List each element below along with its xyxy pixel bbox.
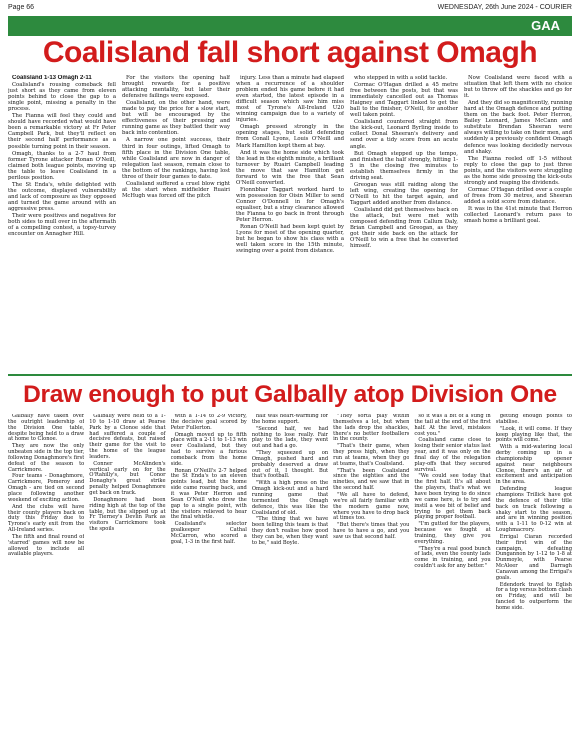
paragraph: Defending league champions Trillick have got the defence of their title back on track following a shaky start to the season, and are in winning position with a 1-11 to 0-12 win at Loughmacrory.	[495, 486, 572, 534]
text-column	[464, 75, 572, 372]
paragraph: But Omagh stepped up the tempo, and finished the half strongly, hitting 1-5 in the closing five minutes to establish themselves firmly in the driving seat.	[350, 150, 458, 181]
paragraph: It was in the 41st minute that Herron collected Leonard's return pass to smash home a brilliant goal.	[464, 205, 572, 225]
paragraph: Galbally have taken over the outright leadership of the Division One table, despite being held to a draw at home to Clonoe.	[8, 414, 85, 443]
paragraph: Cormac O'Hagan drilled a 45 metre free between the posts, but that was immediately cancelled out as Thomas Haigney and Taggart linked to get the ball to the finisher, O'Neill, for another well taken point.	[350, 82, 458, 119]
paragraph: The fifth and final round of 'starred' games will now be allowed to include all available players.	[8, 533, 85, 558]
text-column	[8, 75, 116, 372]
text-column	[171, 414, 247, 730]
section-label: GAA	[531, 18, 560, 33]
paragraph: half was heart-warming for the home support.	[251, 414, 329, 425]
text-column	[122, 75, 230, 372]
paragraph: "They sorta play within themselves a lot, but when the lads drop the shackles, there's no better footballers in the county.	[333, 414, 410, 443]
paragraph: Coalisland countered straight from the kick-out, Leonard Byrling inside to collect Donal Sheeran's delivery and send over a tidy score from an acute angle.	[350, 119, 458, 150]
paragraph: Now Coalisland were faced with a situation that left them with no choice but to throw off the shackles and go for it.	[464, 75, 572, 100]
paragraph: "Second half, we had nothing to lose really. Fair play to the lads, they went out and had a go.	[251, 425, 329, 450]
paragraph: "We could see today that the first half. It's all about the players, that's what we have been trying to do since we came here, is to try and instil a wee bit of belief and trying to get them back playing proper football.	[414, 473, 491, 521]
lead-story-body	[8, 75, 572, 372]
paragraph: Omagh moved up to fifth place with a 2-11 to 1-13 win over Coalisland, but they had to survive a furious comeback from the home side.	[170, 431, 247, 467]
paragraph: Greogan was still raiding along the left wing, creating the opening for O'Neill to hit the target again, and Taggart added another from distance.	[350, 181, 458, 206]
paragraph: They are now the only unbeaten side in the top tier, following Donaghmore's first defeat of the season to Carrickmore.	[8, 443, 85, 473]
paragraph: Ronan O'Neill's 2-7 helped the St Enda's to an eleven points lead, but the home side came roaring back, and it was Peter Herron and Sean O'Neill who drew the gap to a single point, with the visitors relieved to hear the final whistle.	[170, 467, 247, 521]
paragraph: injury. Less than a minute had elapsed when a recurrence of a shoulder problem ended his game before it had even started, the latest episode in a difficult season which saw him miss most of Tyrone's All-Ireland U20 winning campaign due to a variety of injuries.	[236, 75, 344, 124]
text-column	[496, 414, 572, 730]
second-story-body	[8, 414, 572, 730]
paragraph: Their were positives and negatives for both sides to mull over in the aftermath of a compelling contest, a topsy-turvey encounter on Annagher Hill.	[8, 213, 116, 238]
paragraph: Coalisland suffered a cruel blow right at the start when midfielder Ruairi McHugh was forced off the pitch	[122, 180, 230, 199]
paragraph: "I'm gutted for the players, because we fought at training, they give you everything.	[414, 521, 491, 545]
page-header	[8, 4, 572, 16]
paragraph: "But there's times that you have to have a go, and you saw us that second half.	[333, 522, 410, 540]
text-column	[252, 414, 328, 730]
paragraph: so it was a bit of a sting in the tail at the end of the first half. At the level, mistakes cost you."	[414, 414, 491, 437]
lead-headline: Coalisland fall short against Omagh	[42, 36, 538, 69]
paragraph: Errigal Ciaran recorded their first win of the campaign, defeating Dungannon by 1-12 to 1-8 at Dunmoyle, with Pearse McAleer and Darragh Canavan among the Errigal's goals.	[495, 533, 572, 581]
paragraph: with a 1-14 to 2-9 victory, the decisive goal scored by Peter Fullerton.	[170, 414, 247, 431]
section-band	[8, 16, 572, 36]
paragraph: "That's been Coalisland since the eighties and the nineties, and we saw that in the second half.	[333, 467, 410, 492]
paragraph: getting enough points to stabilise.	[495, 414, 572, 425]
paragraph: And it was the home side which took the lead in the eighth minute, a brilliant turnover by Ruairi Campbell leading the move that saw Hamilton get forward to win the free that Sean O'Neill converted.	[236, 149, 344, 186]
paragraph: Coalisland's selector goalkeeper Cathal McCarron, who scored a goal, 1-3 in the first half.	[170, 521, 247, 545]
paragraph: "Look, it will come. If they keep playing like that, the points will come."	[495, 425, 572, 444]
paragraph: The St Enda's, while delighted with the outcome, displayed vulnerability and lack of composure as they opposed and turned the game around with an aggressive press.	[8, 181, 116, 212]
paragraph: The Fianna reeled off 1-5 without reply to close the gap to just three points, and the visitors were struggling as the home side pressing the kick-outs strongly and reaping the dividends.	[464, 155, 572, 186]
paragraph: Edendork travel to Eglish for a top versus bottom clash on Friday, and will be fancied to outperform the home side.	[495, 581, 572, 611]
text-column	[89, 414, 165, 730]
score-line: Coalisland 1-13 Omagh 2-11	[12, 75, 92, 81]
text-column	[333, 414, 409, 730]
second-headline: Draw enough to put Galbally atop Division One	[23, 381, 557, 408]
text-column	[414, 414, 490, 730]
text-column	[8, 414, 84, 730]
page-number: Page 66	[8, 4, 35, 11]
paragraph: Conner McAlinden's vertical early on for the O'Rahilly's, but Conor Donaghy's great strike penalty helped Donaghmore get back on track.	[89, 460, 166, 496]
paragraph: Coalisland came close to losing their senior status last year, and it was only on the final day of the relegation play-offs that they secured survival.	[414, 437, 491, 473]
paragraph: Omagh, thanks to a 2-7 haul from former Tyrone attacker Ronan O'Neill, claimed both league points, moving up the table to leave Coalisland in a perilous position.	[8, 150, 116, 181]
paragraph: Donaghmore had been riding high at the top of the table, but the slipped up at Fr Tierney's Devlin Park as visitors Carrickmore took the spoils	[89, 496, 166, 533]
paragraph: "They squeezed up on Omagh, pushed hard and probably deserved a draw out of it, I thought. But that's football.	[251, 450, 329, 480]
paragraph: Coalisland's rousing comeback fell just short as they came from eleven points behind to close the gap to a single point, missing a penalty in the process.	[8, 82, 116, 113]
paragraph: A narrow one point success, their third in four outings, lifted Omagh to fifth place in the Division One table, while Coalisland are now in danger of relegation last season, remain close to the bottom of the rankings, having lost three of their four games to date.	[122, 137, 230, 180]
paragraph: Omagh pressed strongly in the opening stages, but solid defending from Conall Lyons, Louis O'Neill and Mark Hamilton kept them at bay.	[236, 124, 344, 149]
paragraph: "They're a real good bunch of lads, even the county lads come in training, and you couldn't ask for any better."	[414, 545, 491, 570]
paragraph: Galbally were held to a 1-10 to 1-10 draw at Pearse Park by a Clonoe side that had suffered a couple of decisive defeats, but raised their game for the visit to the home of the league leaders.	[89, 414, 166, 460]
text-column	[350, 75, 458, 372]
paragraph: who stepped in with a solid tackle.	[354, 75, 448, 81]
paragraph: "With a high press on the Omagh kick-out and a hard running game that tormented the Omagh defence, this was like the Coalisland of old.	[251, 480, 329, 516]
dateline: WEDNESDAY, 26th June 2024 - COURIER	[437, 4, 572, 11]
paragraph: Coalisland did get themselves back on the attack, but were met with composed defending from Callum Daly, Brian Campbell and Greogan, as they got their side back on the attack for O'Neill to win a free that he converted himself.	[350, 206, 458, 250]
paragraph: And they did so magnificently, running hard at the Omagh defence and putting them on the back foot. Peter Herron, Bailey Leonard, James McCann and substitute Brendan Sheeran were always willing to take on their men, and suddenly a previously confident Omagh defence was looking decidedly nervous and shaky.	[464, 100, 572, 155]
paragraph: Ronan O'Neill had been kept quiet by Lyons for most of the opening quarter, but he began to show his class with a well taken score in the 15th minute, swinging over a point from distance.	[236, 224, 344, 255]
paragraph: And the clubs will have their county players back on duty this Friday due to Tyrone's early exit from the All-Ireland series.	[8, 503, 85, 534]
paragraph: "That's their game, when they press high, when they run at teams, when they go at teams, that's Coalisland.	[333, 443, 410, 467]
story-divider	[8, 374, 572, 376]
paragraph: Four teams - Donaghmore, Carrickmore, Pomeroy and Omagh - are tied on second place following another weekend of exciting action.	[8, 473, 85, 503]
paragraph: With a mid-watering local derby coming up in a championship opener against near neighbours Clonoe, there's an air of excitement and anticipation in the area.	[495, 444, 572, 486]
paragraph: The Fianna will feel they could and should have recorded what would have been a remarkable victory at Fr Peter Campbell Park, but they'll reflect on their second half performance as a possible turning point in their season.	[8, 113, 116, 150]
paragraph: For the visitors the opening half brought rewards for a positive attacking mentality, but later their defensive failings were exposed.	[122, 75, 230, 100]
text-column	[236, 75, 344, 372]
paragraph: "The thing that we have been telling this team is that they don't realise how good they can be, when they want to be," said Boyle.	[251, 516, 329, 546]
paragraph: Coalisland, on the other hand, were made to pay the price for a slow start, but will be encouraged by the effectiveness of their pressing and running game as they battled their way back into contention.	[122, 100, 230, 137]
paragraph: Cormac O'Hagan drilled over a couple of frees from 30 metres, and Sheeran added a solid score from distance.	[464, 186, 572, 205]
paragraph: Fionnbhar Taggart worked hard to win possession for Oisin Miller to send Connor O'Donnell in for Omagh's equaliser, but a stray clearance allowed the Fianna to go back in front through Peter Herron.	[236, 186, 344, 224]
paragraph: "We all have to defend, we're all fairly familiar with the modern game now, where you have to drop back at times too.	[333, 491, 410, 522]
